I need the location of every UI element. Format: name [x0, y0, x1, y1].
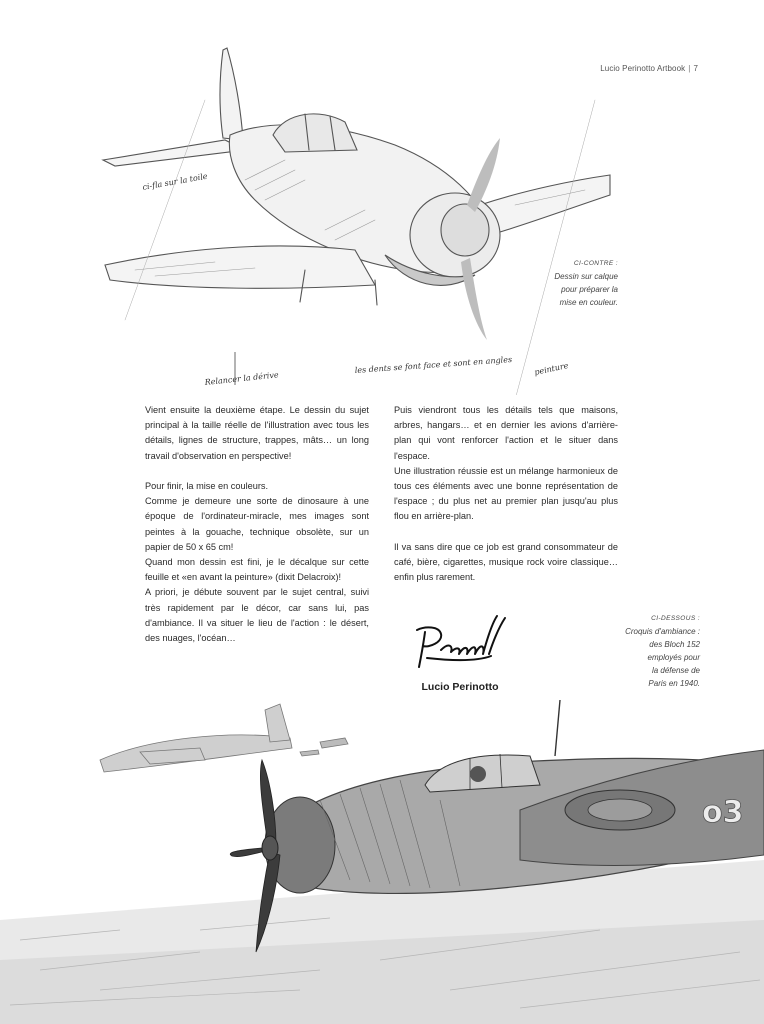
paragraph: A priori, je débute souvent par le sujet central, suivi très rapidement par le décor, car sans lui, pas d'ambiance. Il va situer le lieu de l'action : le désert, des nuages, l'océan… — [145, 587, 369, 644]
caption-bottom-line: la défense de — [651, 666, 700, 675]
paragraph: Il va sans dire que ce job est grand consommateur de café, bière, cigarettes, musique rock voire classique… enfin plus rarement. — [394, 541, 618, 583]
paragraph: Une illustration réussie est un mélange harmonieux de tous ces éléments avec une bonne représentation de l'espace ; du plus net au premier plan jusqu'au plus flou en arrière-plan. — [394, 465, 618, 522]
header-separator: | — [688, 64, 691, 73]
paragraph-gap — [145, 464, 369, 479]
signature-block — [395, 612, 525, 693]
caption-top-tag: CI-CONTRE : — [573, 260, 618, 267]
paragraph: Comme je demeure une sorte de dinosaure à une époque de l'ordinateur-miracle, mes images sont peintes à la gouache, technique obsolète, sur un papier de 50 x 65 cm! — [145, 496, 369, 552]
paragraph-gap — [394, 525, 618, 540]
caption-bottom-line: Paris en 1940. — [648, 679, 700, 688]
caption-top-line: Dessin sur calque — [554, 272, 618, 281]
sketch-note-left: ci-fla sur la toile — [141, 171, 209, 192]
caption-bottom-line: employés pour — [647, 653, 700, 662]
caption-bottom-line: Croquis d'ambiance : — [625, 627, 700, 636]
sketch-note-right: peinture — [533, 360, 570, 377]
top-aircraft-sketch — [95, 40, 615, 395]
book-title: Lucio Perinotto Artbook — [600, 64, 686, 73]
page-number: 7 — [693, 64, 698, 73]
sketch-note-bottom-b: les dents se font face et sont en angles — [354, 355, 513, 375]
signature-mark — [405, 612, 515, 672]
plane-code: o3 — [702, 795, 744, 830]
body-column-right — [394, 403, 618, 585]
sketch-note-bottom-a: Relancer la dérive — [204, 370, 279, 387]
paragraph: Puis viendront tous les détails tels que maisons, arbres, hangars… et en dernier les avions d'arrière-plan qui vont renforcer l'action et le situer dans l'espace. — [394, 405, 618, 461]
paragraph: Vient ensuite la deuxième étape. Le dessin du sujet principal à la taille réelle de l'illustration avec tous les détails, lignes de structure, trappes, mâts… un long travail d'observation en perspective! — [145, 405, 369, 461]
author-name: Lucio Perinotto — [421, 681, 499, 693]
body-column-left — [145, 403, 369, 646]
bottom-aircraft-sketch — [0, 690, 764, 1024]
caption-top — [508, 257, 618, 309]
caption-top-line: mise en couleur. — [559, 298, 618, 307]
caption-bottom — [580, 612, 700, 690]
caption-bottom-tag: CI-DESSOUS : — [651, 615, 700, 622]
caption-bottom-line: des Bloch 152 — [649, 640, 700, 649]
paragraph: Quand mon dessin est fini, je le décalque sur cette feuille et «en avant la peinture» (dixit Delacroix)! — [145, 557, 369, 583]
paragraph: Pour finir, la mise en couleurs. — [145, 481, 269, 491]
caption-top-line: pour préparer la — [561, 285, 618, 294]
